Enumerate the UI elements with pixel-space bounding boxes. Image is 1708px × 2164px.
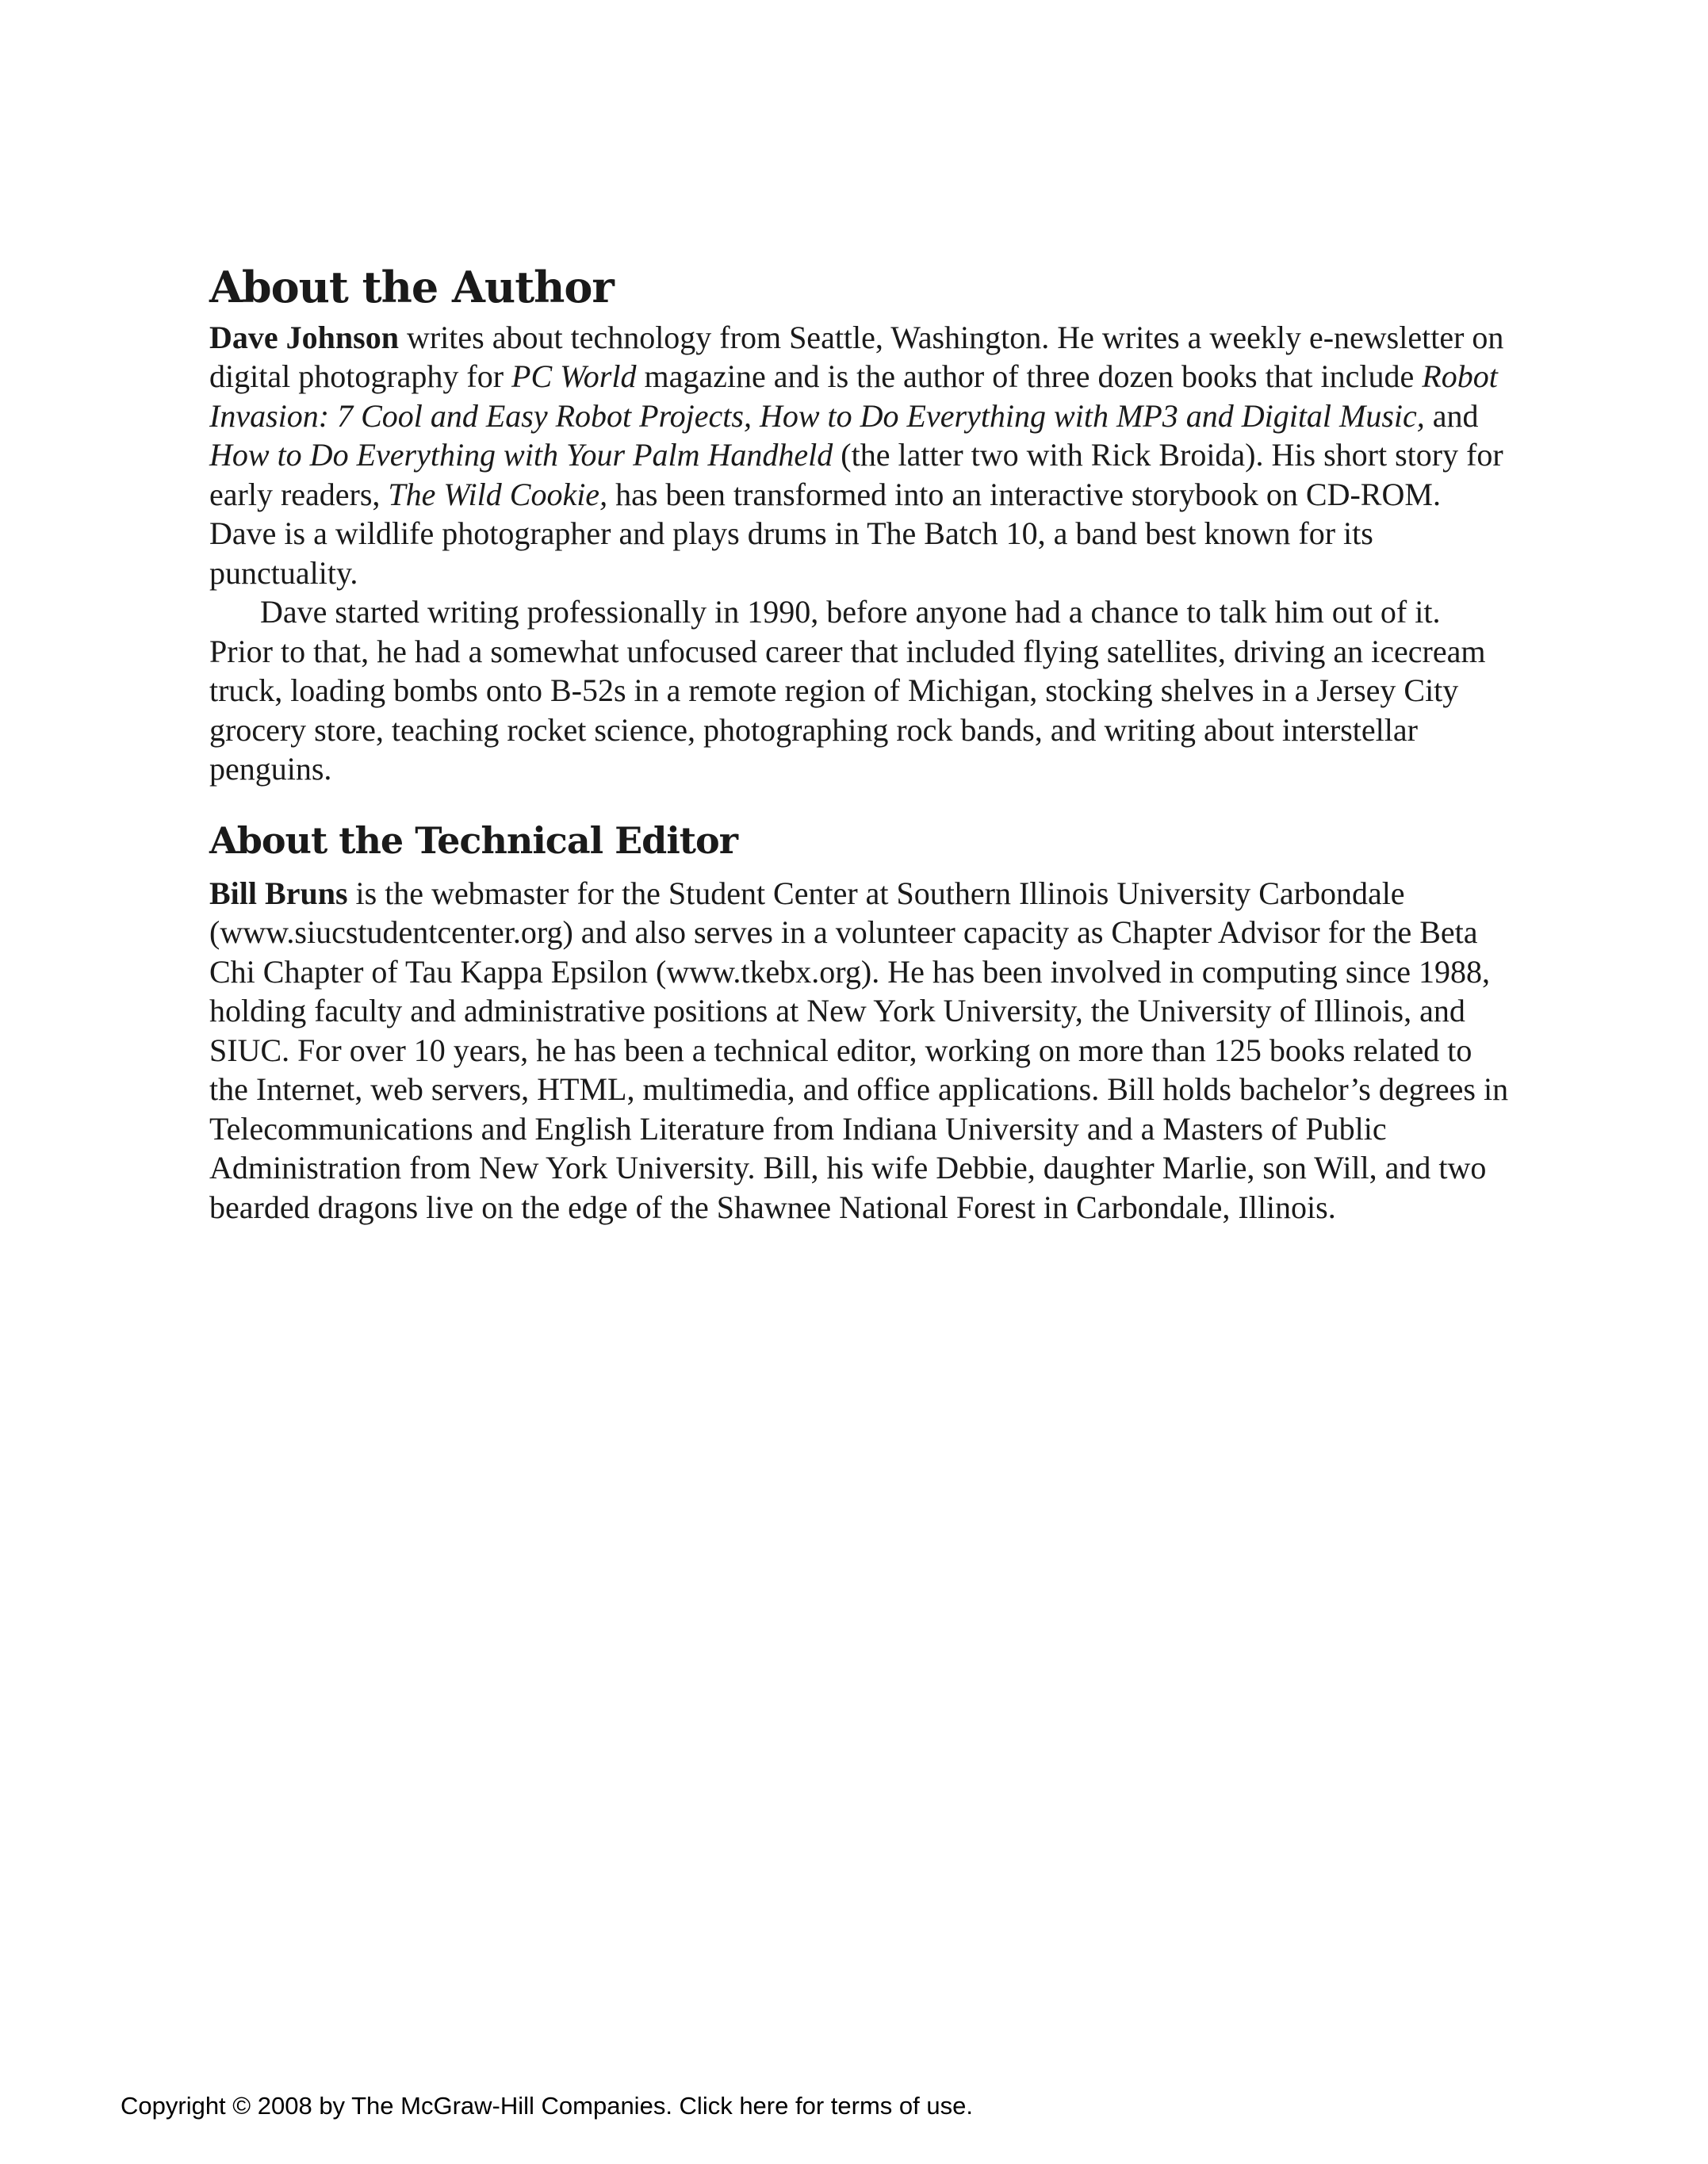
editor-bio-text: is the webmaster for the Student Center at Southern Illinois University Carbondale (www.siucstudentcenter.org) and also serves in a volunteer capacity as Chapter Advisor for the Beta Chi Chapter of Tau Kappa Epsilon (www.tkebx.org). He has been involved in computing since 1988, holding faculty and administrative positions at New York University, the University of Illinois, and SIUC. For over 10 years, he has been a technical editor, working on more than 125 books related to the Internet, web servers, HTML, multimedia, and office applications. Bill holds bachelor’s degrees in Telecommunications and English Literature from Indiana University and a Masters of Public Administration from New York University. Bill, his wife Debbie, daughter Marlie, son Will, and two bearded dragons live on the edge of the Shawnee National Forest in Carbondale, Illinois. xyxy=(209,875,1509,1225)
about-editor-heading: About the Technical Editor xyxy=(209,818,737,862)
author-bio-text-4: (the latter two with Rick Broida). His short story for early readers, xyxy=(209,437,1503,512)
about-author-section xyxy=(209,262,1510,789)
book-title-wild-cookie: The Wild Cookie, xyxy=(388,476,608,512)
book-titles-1: Robot Invasion: 7 Cool and Easy Robot Projects, How to Do Everything with MP3 and Digital Music, xyxy=(209,358,1498,434)
author-bio-text-2: magazine and is the author of three dozen books that include xyxy=(636,358,1423,395)
editor-bio-paragraph xyxy=(209,874,1510,1228)
author-bio-text-5: has been transformed into an interactive storybook on CD-ROM. Dave is a wildlife photographer and plays drums in The Batch 10, a band best known for its punctuality. xyxy=(209,476,1441,591)
magazine-title: PC World xyxy=(511,358,637,395)
about-author-heading: About the Author xyxy=(209,262,614,312)
content-column xyxy=(209,262,1510,1227)
about-editor-section xyxy=(209,819,1510,1228)
author-bio-text-3: and xyxy=(1424,397,1479,434)
author-career-paragraph: Dave started writing professionally in 1990, before anyone had a chance to talk him out of it. Prior to that, he had a somewhat unfocused career that included flying satellites, driving an icecream truck, loading bombs onto B-52s in a remote region of Michigan, stocking shelves in a Jersey City grocery store, teaching rocket science, photographing rock bands, and writing about interstellar penguins. xyxy=(209,594,1486,787)
author-bio-paragraph xyxy=(209,318,1510,593)
terms-of-use-link[interactable]: Click here for terms of use. xyxy=(679,2092,973,2120)
copyright-text: Copyright © 2008 by The McGraw-Hill Companies. xyxy=(121,2092,680,2120)
book-title-palm: How to Do Everything with Your Palm Handheld xyxy=(209,437,833,473)
copyright-footer xyxy=(121,2092,973,2120)
author-bio-text-1: writes about technology from Seattle, Washington. He writes a weekly e-newsletter on digital photography for xyxy=(209,319,1504,395)
editor-name: Bill Bruns xyxy=(209,875,348,911)
author-name: Dave Johnson xyxy=(209,319,399,355)
